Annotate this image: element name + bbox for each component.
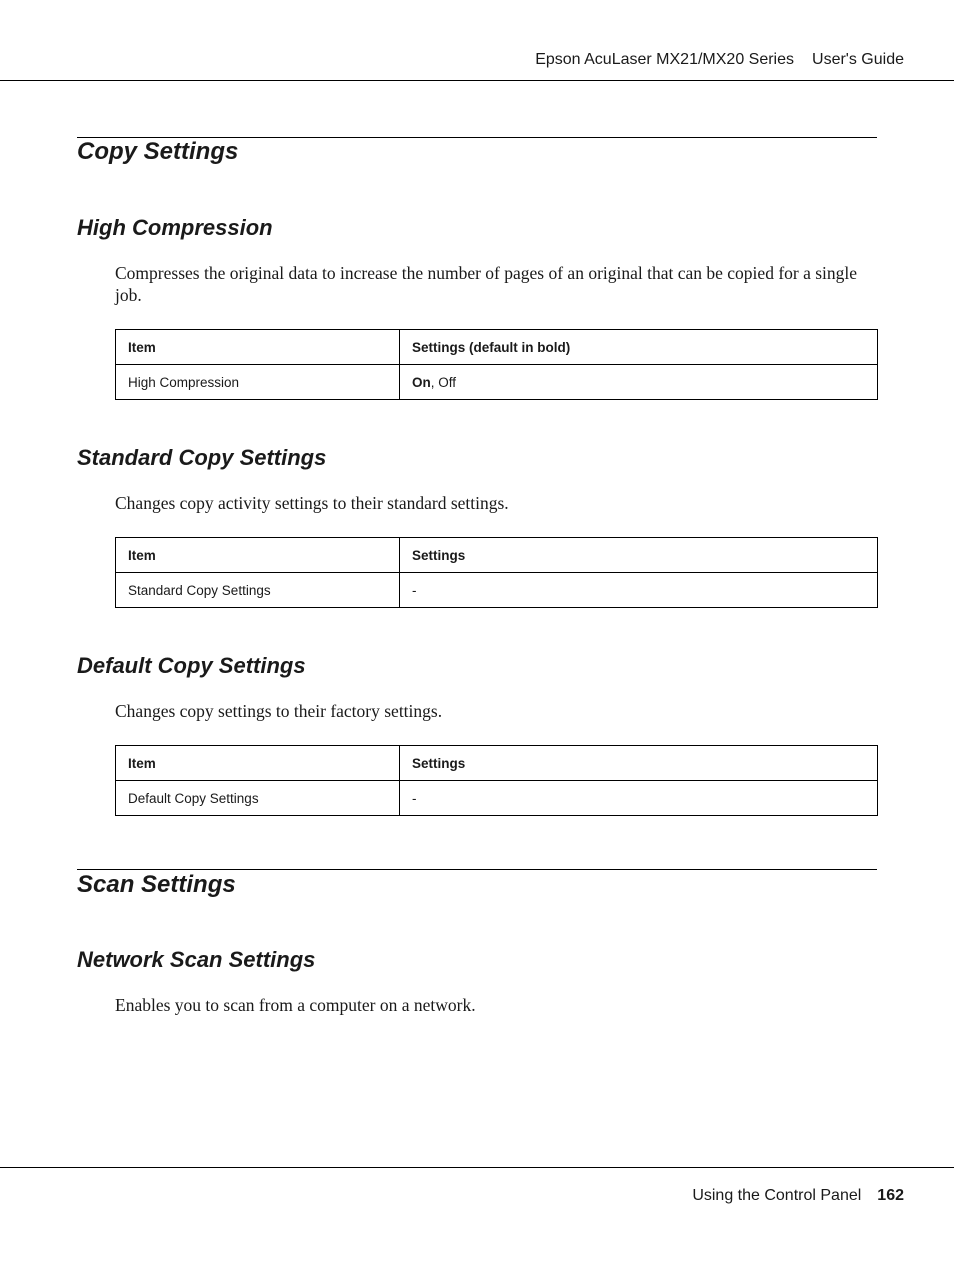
table-cell-settings: -	[400, 573, 878, 608]
table-header-settings: Settings	[400, 538, 878, 573]
network-scan-settings-description: Enables you to scan from a computer on a network.	[115, 995, 476, 1015]
header-rule	[0, 80, 954, 81]
table-header-item: Item	[116, 746, 400, 781]
table-row	[116, 365, 878, 400]
header-guide: User's Guide	[812, 51, 904, 68]
table-header-row	[116, 330, 878, 365]
footer-rule	[0, 1167, 954, 1168]
default-copy-settings-description: Changes copy settings to their factory settings.	[115, 701, 443, 721]
network-scan-settings-heading: Network Scan Settings	[77, 947, 316, 972]
table-row	[116, 781, 878, 816]
table-cell-item: High Compression	[116, 365, 400, 400]
table-cell-settings	[400, 365, 878, 400]
high-compression-description: Compresses the original data to increase the number of pages of an original that can be copied for a single job.	[115, 263, 858, 305]
scan-settings-rule	[77, 869, 877, 870]
table-header-settings: Settings	[400, 746, 878, 781]
table-header-item: Item	[116, 330, 400, 365]
standard-copy-settings-description: Changes copy activity settings to their standard settings.	[115, 493, 509, 513]
standard-copy-settings-table	[115, 537, 878, 608]
table-row	[116, 573, 878, 608]
other-values: , Off	[430, 374, 457, 390]
table-header-settings: Settings (default in bold)	[400, 330, 878, 365]
standard-copy-settings-heading: Standard Copy Settings	[77, 445, 327, 470]
table-cell-item: Default Copy Settings	[116, 781, 400, 816]
high-compression-table	[115, 329, 878, 400]
copy-settings-heading: Copy Settings	[77, 138, 239, 165]
table-cell-item: Standard Copy Settings	[116, 573, 400, 608]
header-product: Epson AcuLaser MX21/MX20 Series	[535, 51, 795, 68]
default-copy-settings-heading: Default Copy Settings	[77, 653, 306, 678]
table-header-row	[116, 746, 878, 781]
page-number: 162	[877, 1187, 904, 1204]
default-value: On	[412, 374, 431, 390]
table-header-row	[116, 538, 878, 573]
table-cell-settings: -	[400, 781, 878, 816]
default-copy-settings-table	[115, 745, 878, 816]
running-footer	[692, 1187, 904, 1205]
scan-settings-heading: Scan Settings	[77, 871, 236, 898]
high-compression-heading: High Compression	[77, 215, 273, 240]
table-header-item: Item	[116, 538, 400, 573]
footer-chapter: Using the Control Panel	[692, 1187, 862, 1204]
running-header	[535, 51, 904, 69]
